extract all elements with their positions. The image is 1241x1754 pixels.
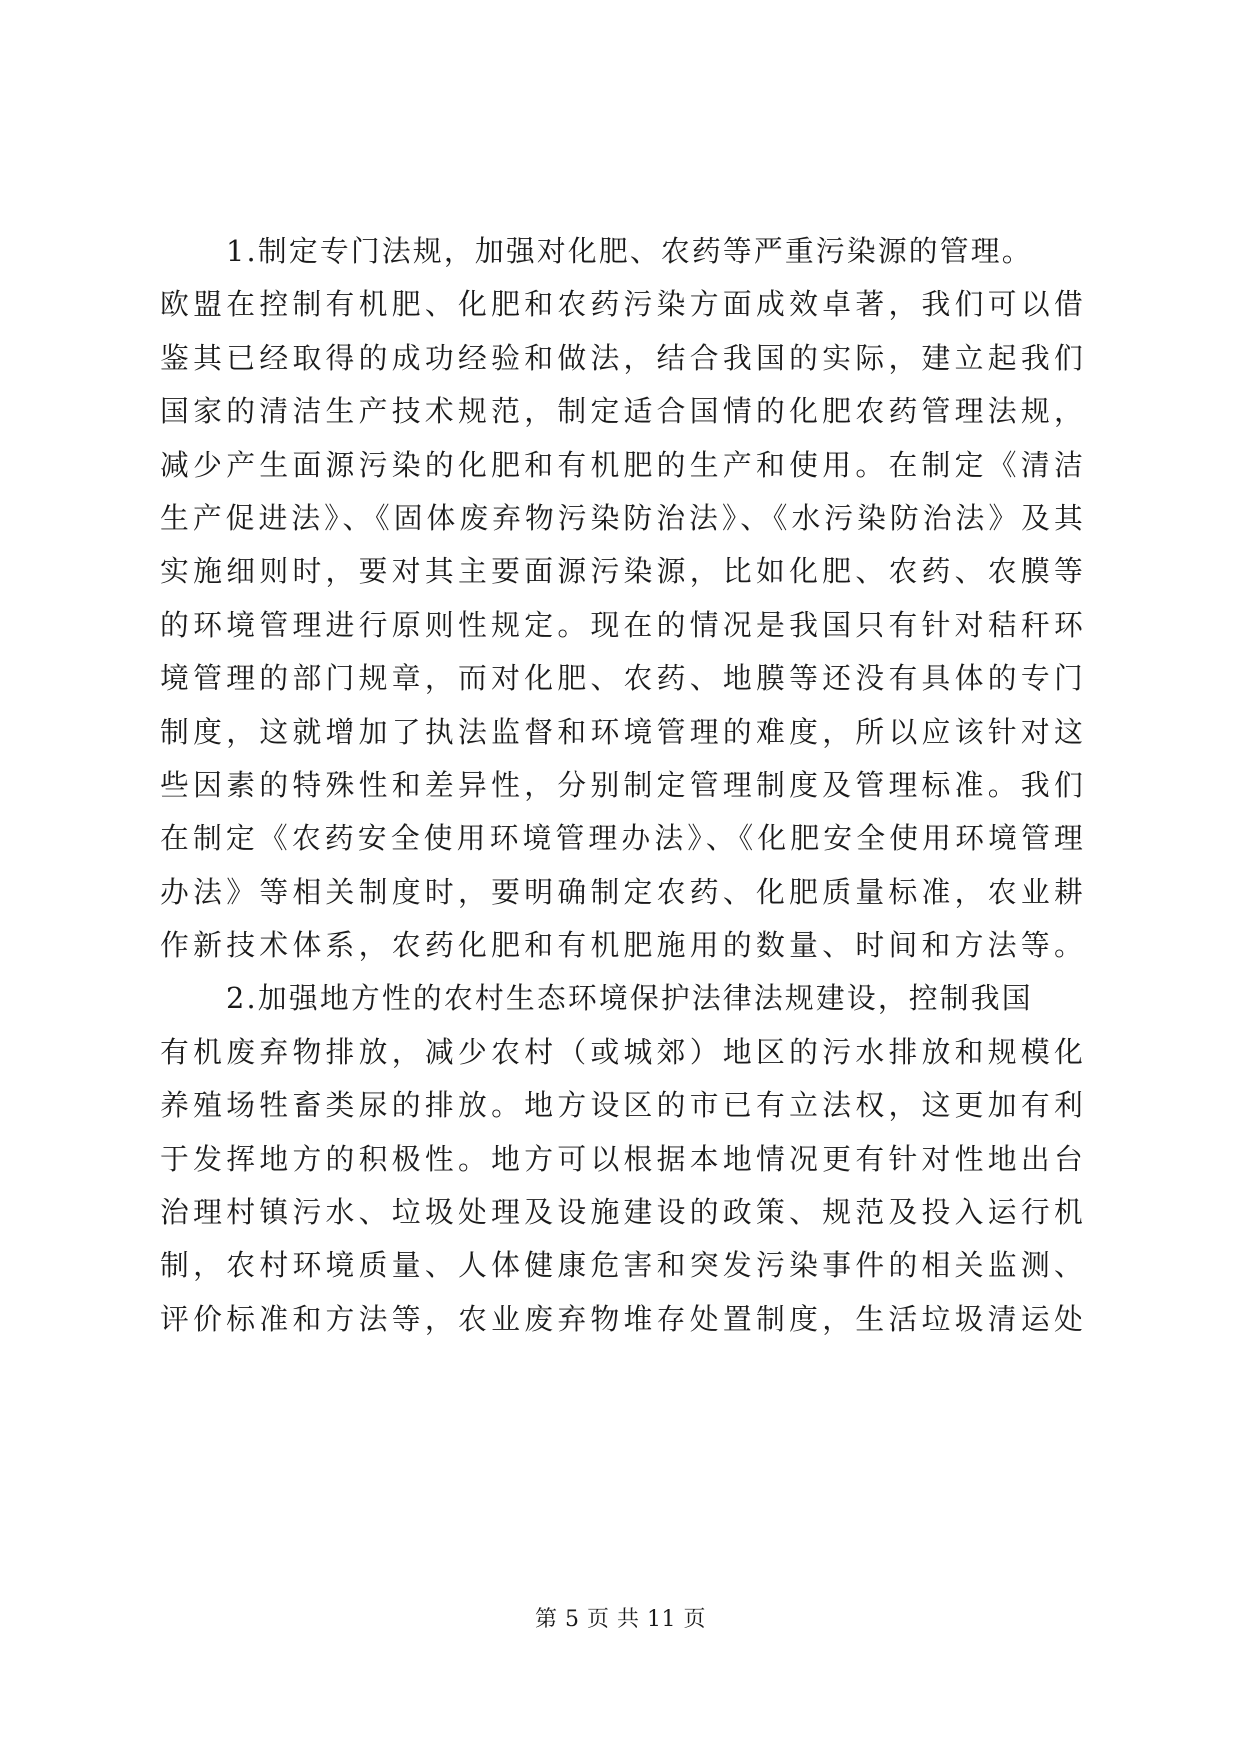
paragraph-1-line: 境管理的部门规章，而对化肥、农药、地膜等还没有具体的专门 [160, 661, 1085, 696]
paragraph-1-line: 些因素的特殊性和差异性，分别制定管理制度及管理标准。我们 [160, 767, 1085, 802]
paragraph-1-line: 1.制定专门法规，加强对化肥、农药等严重污染源的管理。 [226, 234, 1033, 268]
paragraph-1-line: 国家的清洁生产技术规范，制定适合国情的化肥农药管理法规， [160, 394, 1085, 429]
page-number-footer: 第 5 页 共 11 页 [535, 1607, 706, 1632]
paragraph-2-line: 养殖场牲畜类尿的排放。地方设区的市已有立法权，这更加有利 [160, 1088, 1085, 1123]
paragraph-2-line: 于发挥地方的积极性。地方可以根据本地情况更有针对性地出台 [160, 1141, 1085, 1176]
paragraph-1-line: 在制定《农药安全使用环境管理办法》、《化肥安全使用环境管理 [160, 821, 1085, 856]
paragraph-1-line: 的环境管理进行原则性规定。现在的情况是我国只有针对秸秆环 [160, 607, 1085, 642]
paragraph-1-line: 实施细则时，要对其主要面源污染源，比如化肥、农药、农膜等 [160, 554, 1085, 589]
paragraph-1-line: 作新技术体系，农药化肥和有机肥施用的数量、时间和方法等。 [160, 928, 1085, 963]
paragraph-1-line: 制度，这就增加了执法监督和环境管理的难度，所以应该针对这 [160, 714, 1085, 749]
paragraph-1-line: 减少产生面源污染的化肥和有机肥的生产和使用。在制定《清洁 [160, 447, 1085, 482]
paragraph-1-line: 鉴其已经取得的成功经验和做法，结合我国的实际，建立起我们 [160, 340, 1085, 375]
paragraph-2-line: 治理村镇污水、垃圾处理及设施建设的政策、规范及投入运行机 [160, 1195, 1085, 1230]
paragraph-2-line: 评价标准和方法等，农业废弃物堆存处置制度，生活垃圾清运处 [160, 1301, 1085, 1336]
paragraph-2-line: 2.加强地方性的农村生态环境保护法律法规建设，控制我国 [226, 981, 1033, 1016]
paragraph-1-line: 欧盟在控制有机肥、化肥和农药污染方面成效卓著，我们可以借 [160, 287, 1085, 322]
paragraph-1-line: 生产促进法》、《固体废弃物污染防治法》、《水污染防治法》及其 [160, 500, 1085, 535]
paragraph-2-line: 有机废弃物排放，减少农村（或城郊）地区的污水排放和规模化 [160, 1034, 1085, 1069]
paragraph-1-line: 办法》等相关制度时，要明确制定农药、化肥质量标准，农业耕 [160, 874, 1085, 909]
paragraph-2-line: 制，农村环境质量、人体健康危害和突发污染事件的相关监测、 [160, 1248, 1085, 1283]
body-text [160, 225, 1085, 1346]
